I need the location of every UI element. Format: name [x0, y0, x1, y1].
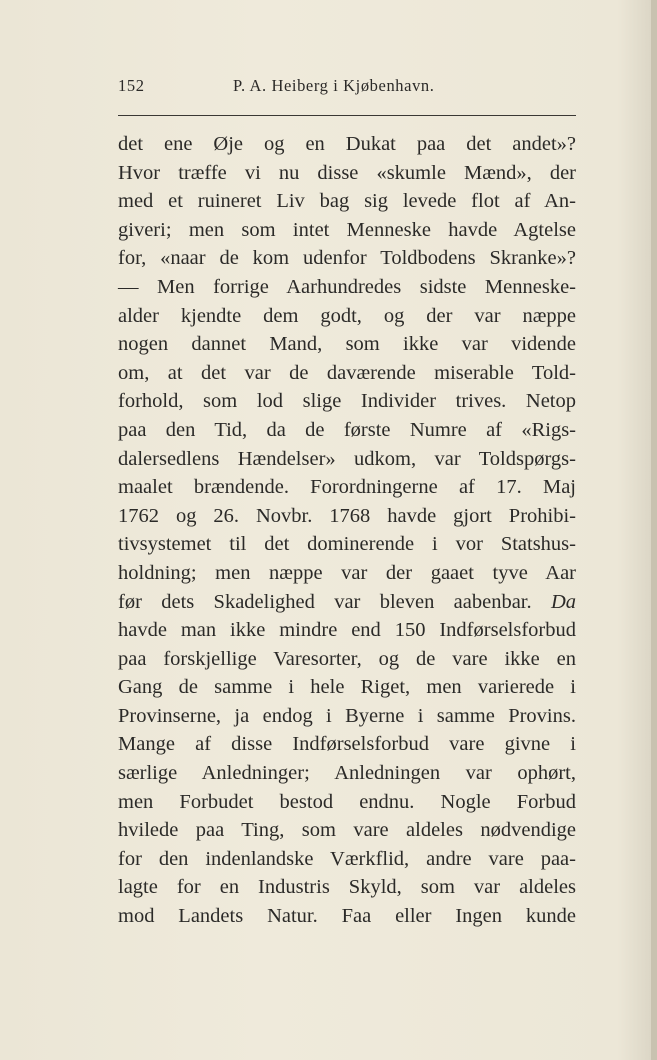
text-line: forhold, som lod slige Individer trives. Netop: [118, 390, 576, 413]
page-header: [118, 76, 576, 100]
text-line: giveri; men som intet Menneske havde Agtelse: [118, 218, 576, 241]
text-line: med et ruineret Liv bag sig levede flot af An-: [118, 190, 576, 213]
header-rule: [118, 115, 576, 116]
text-line: særlige Anledninger; Anledningen var ophørt,: [118, 762, 576, 785]
text-line-with-italic: [118, 588, 576, 617]
text-line: havde man ikke mindre end 150 Indførselsforbud: [118, 619, 576, 642]
text-line: men Forbudet bestod endnu. Nogle Forbud: [118, 790, 576, 813]
italic-word: Da: [550, 590, 576, 613]
text-line: dalersedlens Hændelser» udkom, var Toldspørgs-: [118, 447, 576, 470]
text-line: maalet brændende. Forordningerne af 17. Maj: [118, 476, 576, 499]
text-line: Mange af disse Indførselsforbud vare givne i: [118, 733, 576, 756]
text-segment: før dets Skadelighed var bleven aabenbar.: [118, 590, 532, 613]
text-line: holdning; men næppe var der gaaet tyve Aar: [118, 561, 576, 584]
text-line: Hvor træffe vi nu disse «skumle Mænd», der: [118, 161, 576, 184]
body-text: [118, 130, 576, 931]
text-line: for, «naar de kom udenfor Toldbodens Skranke»?: [118, 247, 576, 270]
text-line: mod Landets Natur. Faa eller Ingen kunde: [118, 905, 576, 928]
running-head: P. A. Heiberg i Kjøbenhavn.: [233, 76, 435, 95]
text-line: — Men forrige Aarhundredes sidste Menneske-: [118, 275, 576, 298]
text-line: tivsystemet til det dominerende i vor Statshus-: [118, 533, 576, 556]
text-line: for den indenlandske Værkflid, andre vare paa-: [118, 847, 576, 870]
text-line: det ene Øje og en Dukat paa det andet»?: [118, 133, 576, 155]
text-line: paa den Tid, da de første Numre af «Rigs-: [118, 418, 576, 441]
text-line: nogen dannet Mand, som ikke var vidende: [118, 333, 576, 356]
text-line: paa forskjellige Varesorter, og de vare ikke en: [118, 647, 576, 670]
text-line: alder kjendte dem godt, og der var næppe: [118, 304, 576, 327]
page-number: 152: [118, 76, 145, 95]
text-line: hvilede paa Ting, som vare aldeles nødvendige: [118, 819, 576, 842]
text-line: Gang de samme i hele Riget, men varierede i: [118, 676, 576, 699]
text-line: om, at det var de daværende miserable Told-: [118, 361, 576, 384]
page-edge: [651, 0, 657, 1060]
text-line: Provinserne, ja endog i Byerne i samme Provins.: [118, 704, 576, 727]
text-line: lagte for en Industris Skyld, som var aldeles: [118, 876, 576, 899]
text-line: 1762 og 26. Novbr. 1768 havde gjort Prohibi-: [118, 504, 576, 527]
